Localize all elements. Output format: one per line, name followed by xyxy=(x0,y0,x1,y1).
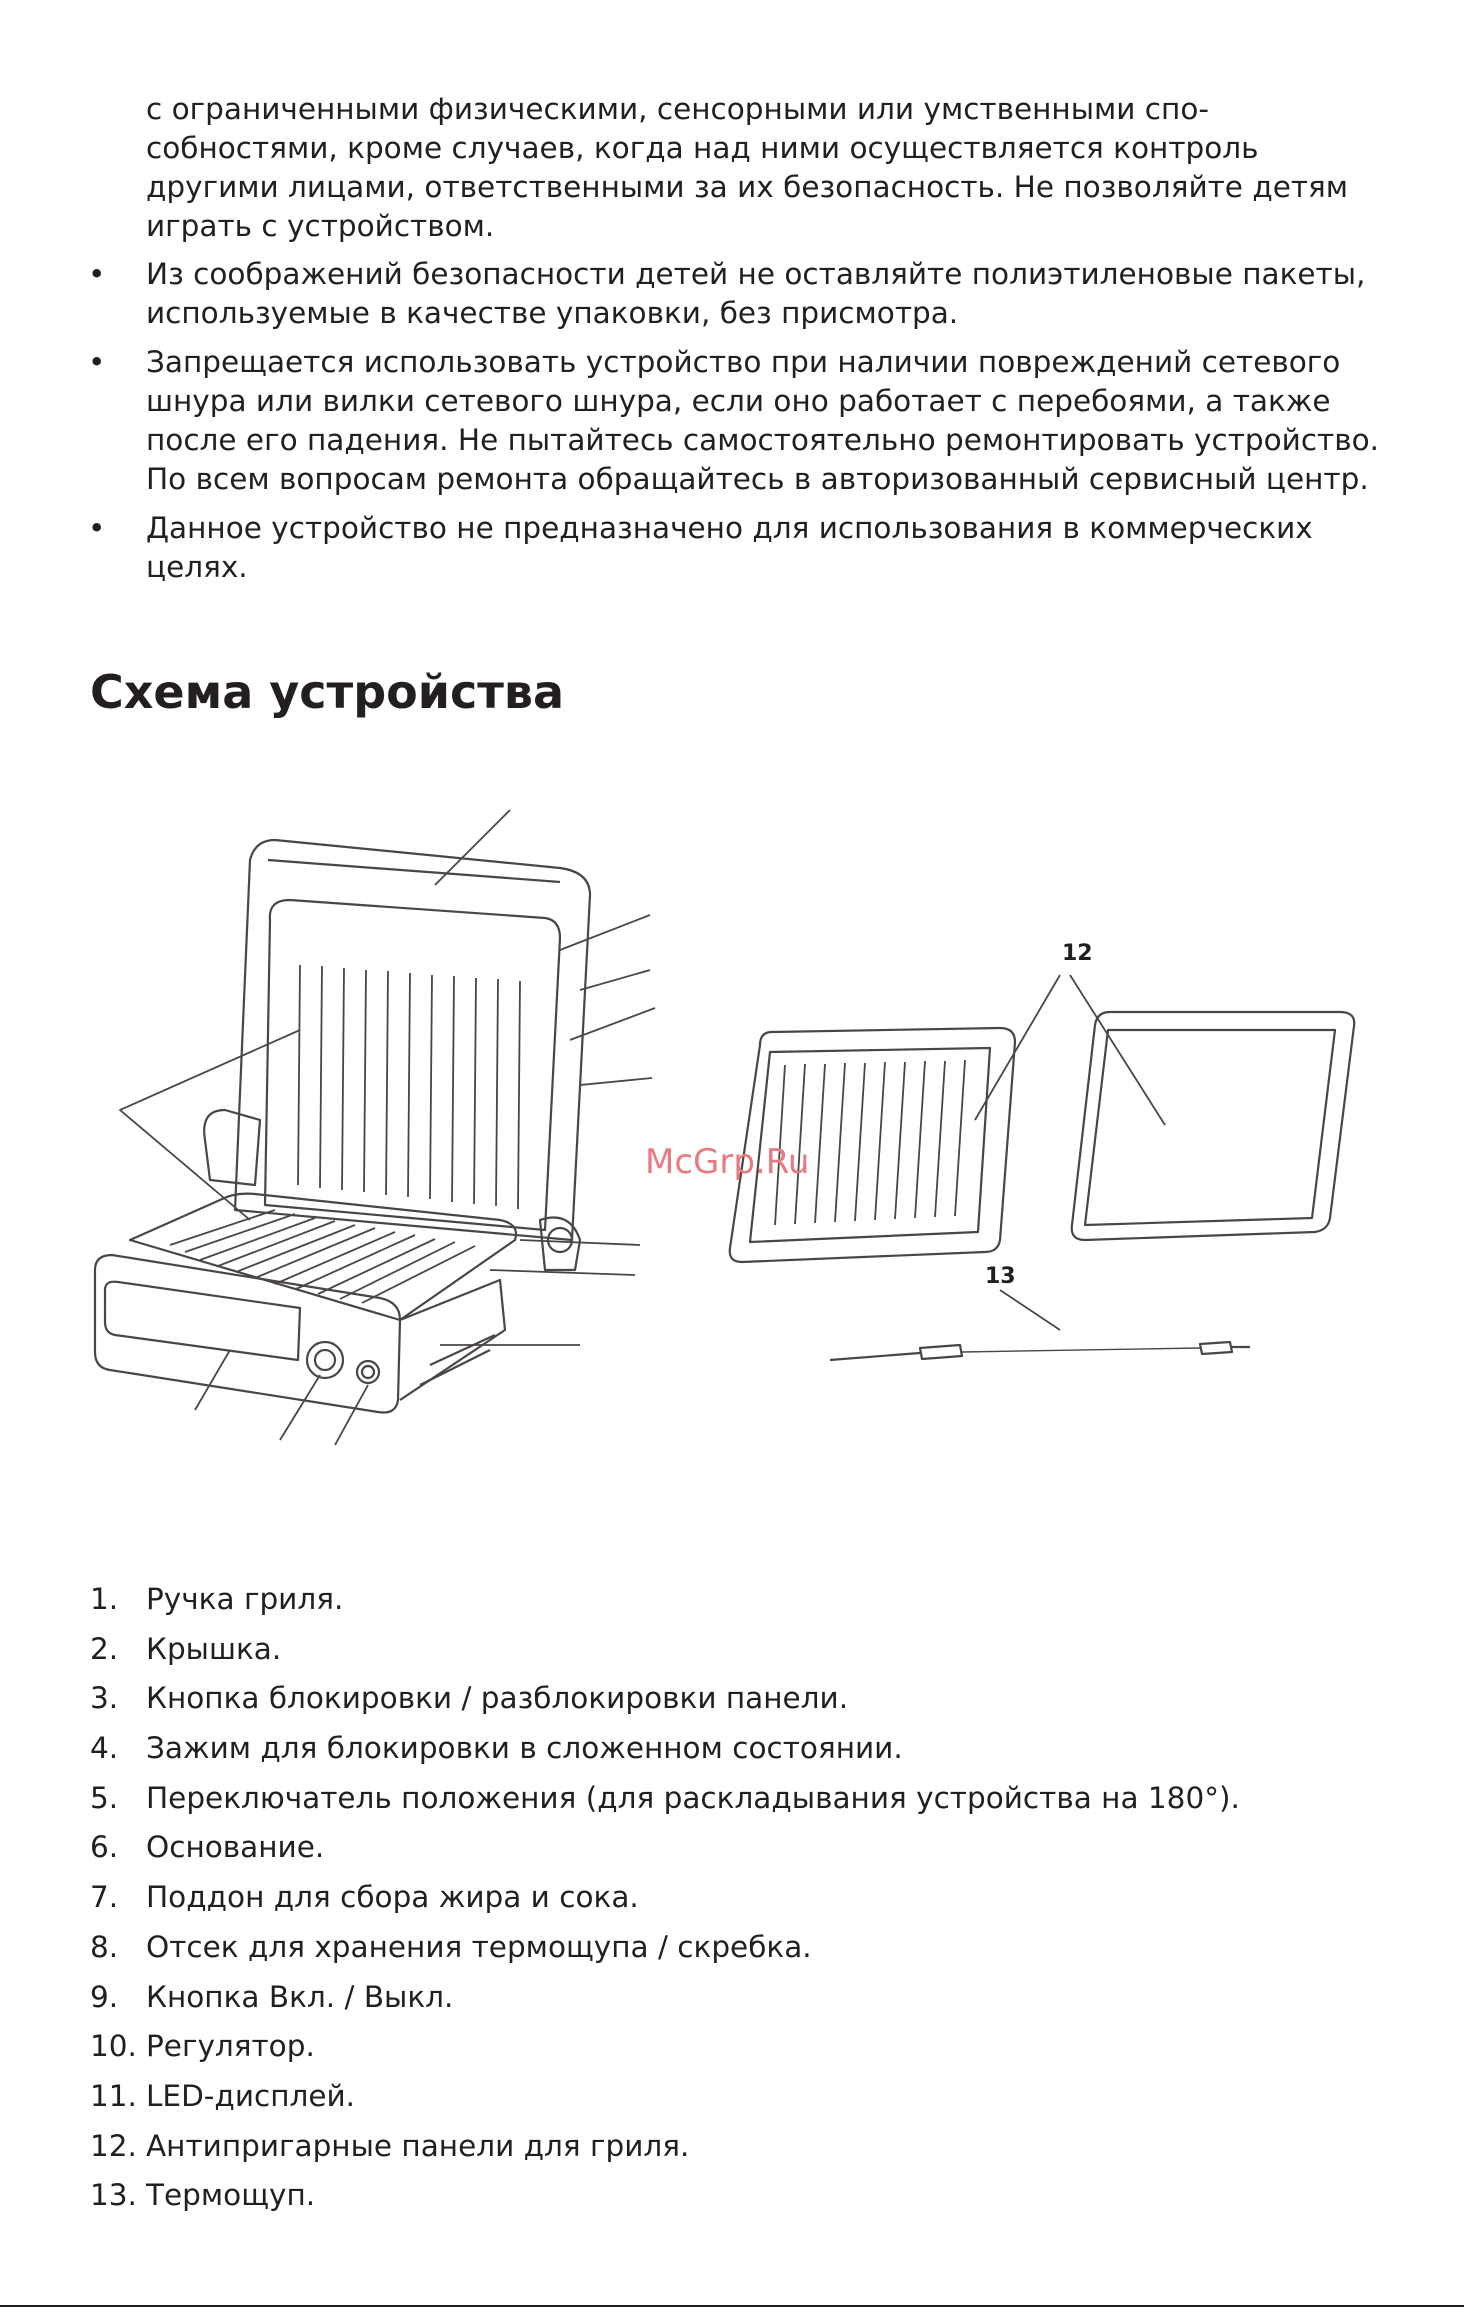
part-number: 4. xyxy=(90,1731,119,1766)
part-text: Зажим для блокировки в сложенном состоянии. xyxy=(146,1731,903,1766)
bullet-item xyxy=(0,343,1386,499)
part-number: 12. xyxy=(90,2128,137,2163)
part-number: 13. xyxy=(90,2178,137,2213)
part-text: Отсек для хранения термощупа / скребка. xyxy=(146,1929,812,1964)
bullet-item xyxy=(0,255,1386,333)
safety-bullet-list xyxy=(0,255,1464,597)
part-text: Кнопка блокировки / разблокировки панели. xyxy=(146,1681,849,1716)
part-text: Ручка гриля. xyxy=(146,1582,344,1616)
device-diagram xyxy=(0,800,1464,1500)
bullet-marker: • xyxy=(88,257,106,291)
label-12: 12 xyxy=(1062,941,1093,966)
bullet-marker: • xyxy=(88,345,106,379)
part-text: Антипригарные панели для гриля. xyxy=(146,2128,690,2163)
part-number: 6. xyxy=(90,1830,119,1865)
label-13: 13 xyxy=(985,1264,1016,1289)
part-text: Кнопка Вкл. / Выкл. xyxy=(146,1979,454,2014)
part-number: 5. xyxy=(90,1780,119,1815)
part-number: 9. xyxy=(90,1979,119,2014)
part-number: 7. xyxy=(90,1880,119,1915)
part-text: LED-дисплей. xyxy=(146,2078,356,2113)
part-number: 8. xyxy=(90,1929,119,1964)
bullet-text: Из соображений безопасности детей не оставляйте полиэтиленовые пакеты, используемые в качестве упаковки, без присмотра. xyxy=(146,257,1366,330)
watermark: McGrp.Ru xyxy=(645,1142,810,1182)
part-number: 1. xyxy=(90,1582,119,1616)
bullet-text: Запрещается использовать устройство при наличии повреждений сетевого шнура или вилки сетевого шнура, если оно работает с перебоями, а также после его падения. Не пытайтесь самостоятельно ремонтировать устройство. По всем вопросам ремонта обращайтесь в авторизованный сервисный центр. xyxy=(146,345,1380,496)
part-text: Крышка. xyxy=(146,1631,282,1666)
bullet-text: Данное устройство не предназначено для использования в коммерческих целях. xyxy=(146,511,1313,584)
bullet-item xyxy=(0,509,1386,587)
footer-divider xyxy=(0,2305,1464,2307)
intro-paragraph: с ограниченными физическими, сенсорными или умственными способностями, кроме случаев, когда над ними осуществляется контроль другими лицами, ответственными за их безопасность. Не позволяйте детям играть с устройством. xyxy=(146,92,1349,243)
section-heading: Схема устройства xyxy=(90,665,565,719)
part-text: Термощуп. xyxy=(146,2178,316,2213)
part-number: 3. xyxy=(90,1681,119,1716)
grill-illustration xyxy=(95,840,590,1413)
part-number: 10. xyxy=(90,2029,137,2064)
part-number: 2. xyxy=(90,1631,119,1666)
bullet-marker: • xyxy=(88,511,106,545)
part-text: Основание. xyxy=(146,1830,325,1865)
part-number: 11. xyxy=(90,2078,137,2113)
part-text: Поддон для сбора жира и сока. xyxy=(146,1880,639,1915)
part-text: Регулятор. xyxy=(146,2029,315,2064)
thermo-probe xyxy=(830,1342,1250,1360)
part-text: Переключатель положения (для раскладывания устройства на 180°). xyxy=(146,1780,1240,1815)
